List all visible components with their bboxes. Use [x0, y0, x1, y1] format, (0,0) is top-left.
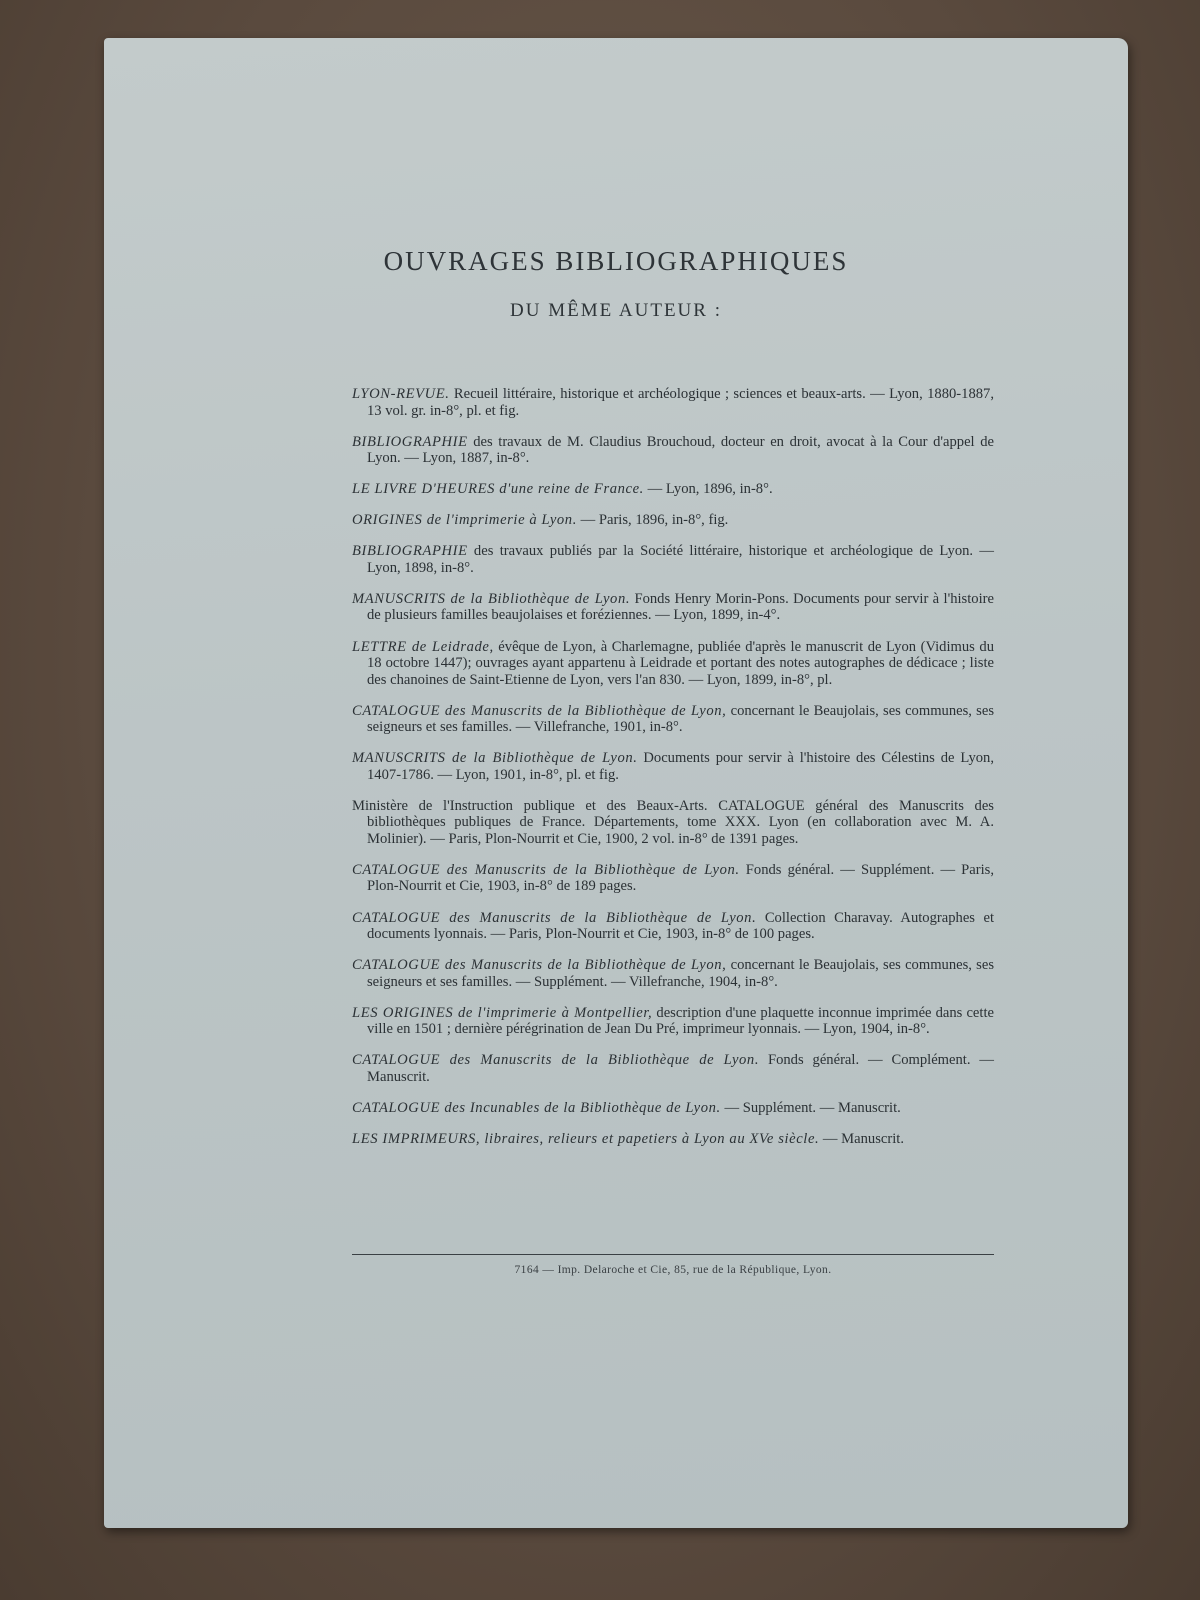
entry-text: évêque de Lyon, à Charlemagne, publiée d'après le manuscrit de Lyon (Vidimus du 18 octobre 1447); ouvrages ayant appartenu à Leidrade et portant des notes autographes de dédicace ; liste des chanoines de Saint-Etienne de Lyon, vers l'an 830. — Lyon, 1899, in-8°, pl. — [367, 638, 994, 688]
entry-text: des travaux publiés par la Société littéraire, historique et archéologique de Lyon. — Lyon, 1898, in-8°. — [367, 543, 994, 576]
entry-text: Collection Charavay. Autographes et documents lyonnais. — Paris, Plon-Nourrit et Cie, 1903, in-8° de 100 pages. — [367, 909, 994, 943]
entry-text: — Supplément. — Manuscrit. — [720, 1099, 901, 1116]
list-item — [352, 957, 994, 990]
list-item — [352, 639, 994, 689]
entry-head: CATALOGUE des Manuscrits de la Bibliothèque de Lyon. — [352, 861, 740, 878]
list-item — [352, 910, 994, 943]
list-item — [352, 434, 994, 467]
list-item — [352, 591, 994, 624]
printer-imprint: 7164 — Imp. Delaroche et Cie, 85, rue de la République, Lyon. — [514, 1264, 832, 1276]
entry-text: — Lyon, 1896, in-8°. — [643, 481, 773, 498]
entry-text: description d'une plaquette inconnue imprimée dans cette ville en 1501 ; dernière pérégrination de Jean Du Pré, imprimeur lyonnais. — Lyon, 1904, in-8°. — [367, 1004, 995, 1038]
entry-head: BIBLIOGRAPHIE — [352, 433, 468, 450]
bibliography-list — [352, 386, 994, 1154]
entry-head: CATALOGUE des Incunables de la Bibliothèque de Lyon. — [352, 1099, 721, 1116]
list-item — [352, 1005, 994, 1038]
entry-head: MANUSCRITS de la Bibliothèque de Lyon. — [352, 590, 631, 607]
entry-text: Recueil littéraire, historique et archéologique ; sciences et beaux-arts. — Lyon, 1880-1887, 13 vol. gr. in-8°, pl. et fig. — [367, 386, 994, 419]
entry-text: Fonds général. — Supplément. — Paris, Plon-Nourrit et Cie, 1903, in-8° de 189 pages. — [367, 861, 994, 895]
list-item — [352, 798, 994, 848]
entry-head: LES ORIGINES de l'imprimerie à Montpellier, — [352, 1004, 653, 1021]
page-title: OUVRAGES BIBLIOGRAPHIQUES — [383, 246, 849, 276]
list-item — [352, 386, 994, 419]
entry-head: LES IMPRIMEURS, libraires, relieurs et papetiers à Lyon au XVe siècle. — [352, 1131, 820, 1147]
list-item — [352, 750, 994, 783]
entry-head: CATALOGUE des Manuscrits de la Bibliothèque de Lyon, — [352, 702, 727, 719]
list-item — [352, 703, 994, 736]
entry-text: Fonds Henry Morin-Pons. Documents pour servir à l'histoire de plusieurs familles beaujolaises et foréziennes. — Lyon, 1899, in-4°. — [367, 590, 994, 624]
document-page — [104, 38, 1128, 1528]
entry-text: des travaux de M. Claudius Brouchoud, docteur en droit, avocat à la Cour d'appel de Lyon. — Lyon, 1887, in-8°. — [367, 433, 994, 467]
entry-text: Documents pour servir à l'histoire des Célestins de Lyon, 1407-1786. — Lyon, 1901, in-8°, pl. et fig. — [367, 750, 994, 783]
list-item — [352, 1100, 994, 1117]
list-item — [352, 1131, 994, 1148]
entry-text: — Manuscrit. — [819, 1131, 904, 1147]
entry-head: ORIGINES de l'imprimerie à Lyon. — [352, 512, 577, 529]
entry-text: Ministère de l'Instruction publique et des Beaux-Arts. CATALOGUE général des Manuscrits des bibliothèques publiques de France. Départements, tome XXX. Lyon (en collaboration avec M. A. Molinier). — Paris, Plon-Nourrit et Cie, 1900, 2 vol. in-8° de 1391 pages. — [352, 797, 994, 847]
list-item — [352, 481, 994, 498]
entry-text: — Paris, 1896, in-8°, fig. — [576, 512, 729, 529]
entry-head: MANUSCRITS de la Bibliothèque de Lyon. — [352, 750, 638, 767]
entry-head: LE LIVRE D'HEURES d'une reine de France. — [352, 481, 644, 498]
entry-head: BIBLIOGRAPHIE — [352, 543, 468, 560]
list-item — [352, 1052, 994, 1085]
footer-rule — [352, 1254, 994, 1255]
page-subtitle: DU MÊME AUTEUR : — [510, 300, 722, 321]
entry-head: LYON-REVUE. — [352, 386, 450, 402]
entry-text: concernant le Beaujolais, ses communes, ses seigneurs et ses familles. — Supplément. — Villefranche, 1904, in-8°. — [367, 957, 994, 990]
entry-head: CATALOGUE des Manuscrits de la Bibliothèque de Lyon, — [352, 957, 727, 974]
entry-head: LETTRE de Leidrade, — [352, 638, 494, 655]
entry-text: Fonds général. — Complément. — Manuscrit. — [367, 1052, 994, 1085]
entry-head: CATALOGUE des Manuscrits de la Bibliothèque de Lyon. — [352, 1052, 760, 1069]
entry-head: CATALOGUE des Manuscrits de la Bibliothèque de Lyon. — [352, 909, 757, 926]
list-item — [352, 862, 994, 895]
entry-text: concernant le Beaujolais, ses communes, ses seigneurs et ses familles. — Villefranche, 1901, in-8°. — [367, 702, 994, 736]
list-item — [352, 512, 994, 529]
list-item — [352, 543, 994, 576]
